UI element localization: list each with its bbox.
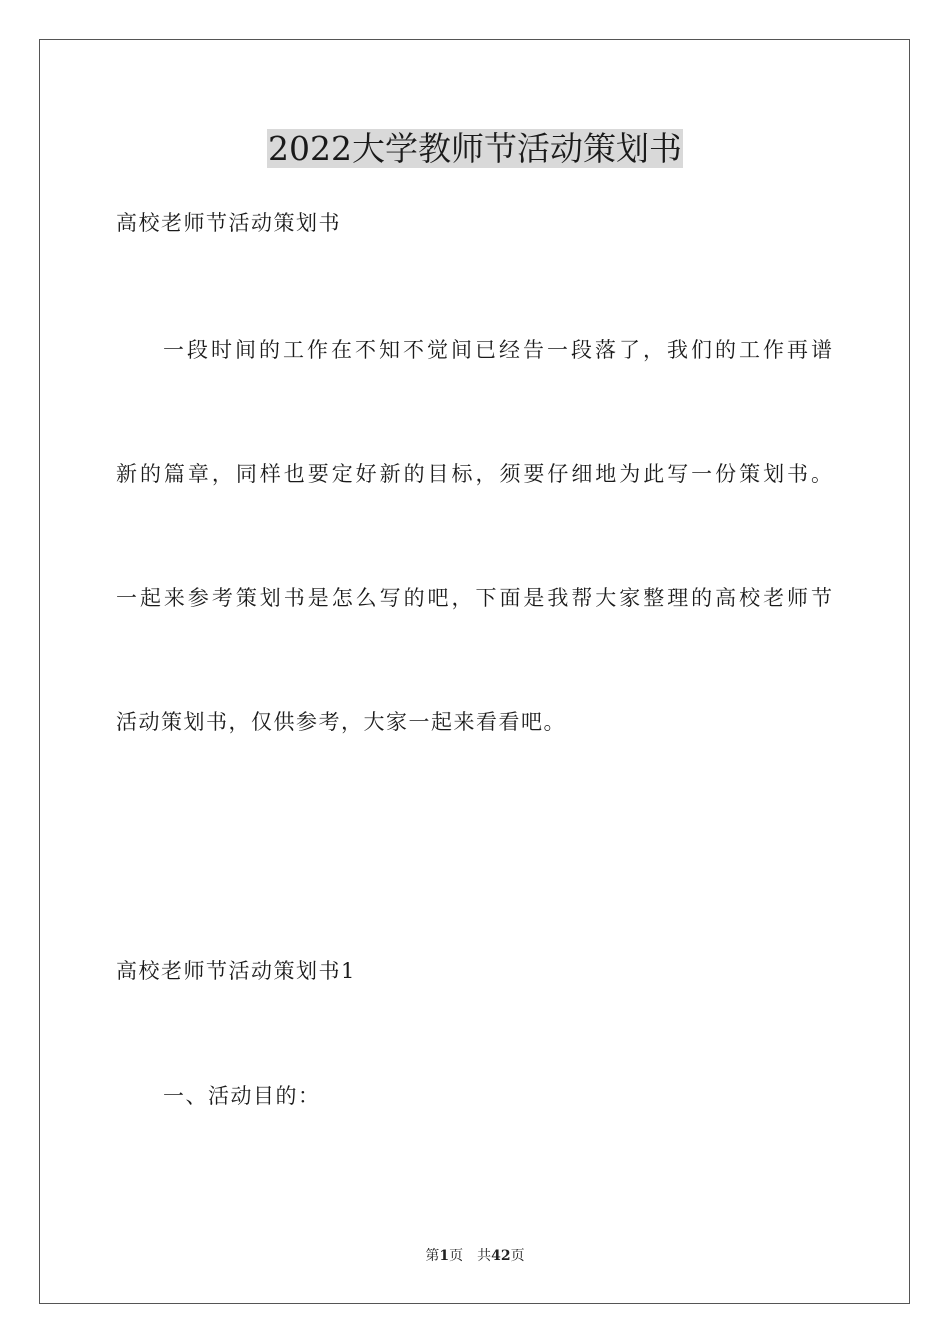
paragraph-line-4: 活动策划书，仅供参考，大家一起来看看吧。 bbox=[116, 710, 566, 734]
item-heading: 一、活动目的： bbox=[163, 1084, 321, 1108]
paragraph-line-3: 一起来参考策划书是怎么写的吧，下面是我帮大家整理的高校老师节 bbox=[116, 586, 832, 610]
page-footer bbox=[0, 1246, 950, 1266]
footer-page-suffix: 页 bbox=[449, 1248, 464, 1264]
document-title bbox=[0, 128, 950, 170]
footer-total-prefix: 共 bbox=[477, 1248, 492, 1264]
paragraph-line-2: 新的篇章，同样也要定好新的目标，须要仔细地为此写一份策划书。 bbox=[116, 462, 832, 486]
section-heading: 高校老师节活动策划书1 bbox=[116, 959, 356, 983]
document-title-text: 2022大学教师节活动策划书 bbox=[268, 129, 682, 168]
footer-page-prefix: 第 bbox=[425, 1248, 440, 1264]
paragraph-line-1: 一段时间的工作在不知不觉间已经告一段落了，我们的工作再谱 bbox=[163, 338, 832, 362]
footer-page-number: 1 bbox=[439, 1248, 450, 1264]
document-subtitle: 高校老师节活动策划书 bbox=[116, 211, 341, 235]
footer-total-suffix: 页 bbox=[510, 1248, 525, 1264]
footer-total-pages: 42 bbox=[491, 1248, 511, 1264]
